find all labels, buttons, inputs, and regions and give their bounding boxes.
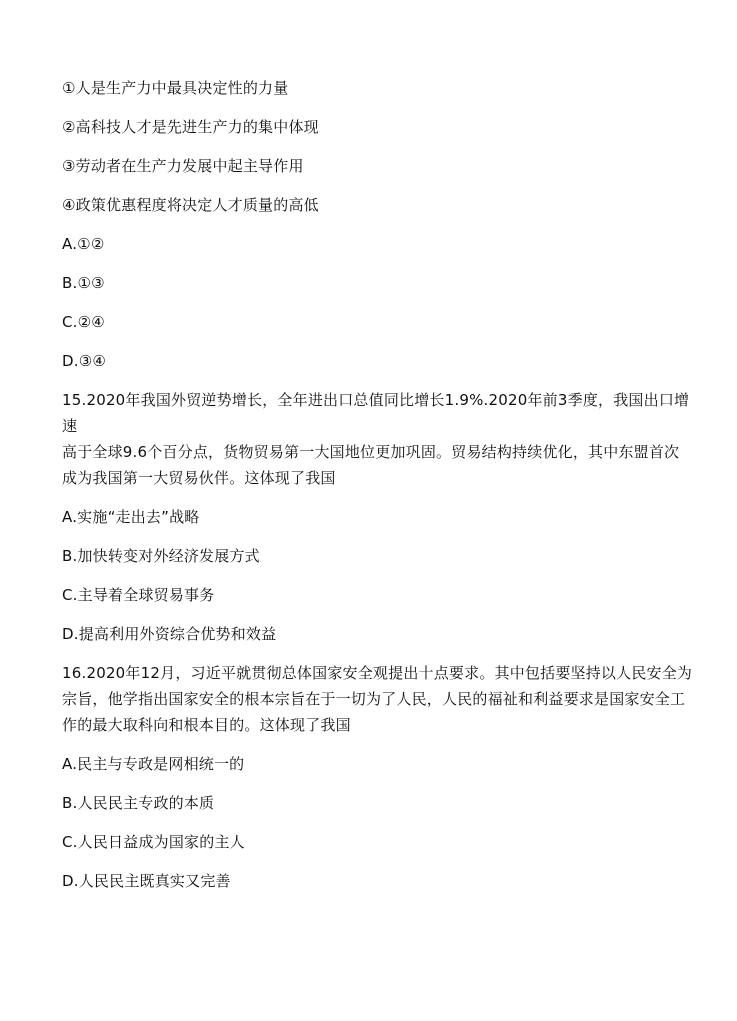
q16-stem-line-2: 宗旨，他学指出国家安全的根本宗旨在于一切为了人民，人民的福祉和利益要求是国家安全工 [62, 690, 686, 708]
statement-2: ②高科技人才是先进生产力的集中体现 [62, 118, 319, 136]
q16-option-c: C.人民日益成为国家的主人 [62, 833, 245, 851]
statement-1: ①人是生产力中最具决定性的力量 [62, 79, 289, 97]
q16-option-d: D.人民民主既真实又完善 [62, 872, 231, 890]
q15-option-b: B.加快转变对外经济发展方式 [62, 547, 260, 565]
prev-option-b: B.①③ [62, 274, 105, 292]
q15-option-d: D.提高利用外资综合优势和效益 [62, 625, 277, 643]
prev-option-a: A.①② [62, 235, 105, 253]
q16-stem-line-3: 作的最大取科向和根本目的。这体现了我国 [62, 716, 351, 734]
q16-option-b: B.人民民主专政的本质 [62, 794, 215, 812]
q15-stem-line-2: 高于全球9.6个百分点，货物贸易第一大国地位更加巩固。贸易结构持续优化，其中东盟首次 [62, 443, 680, 461]
prev-option-d: D.③④ [62, 352, 107, 370]
q15-option-a: A.实施“走出去”战略 [62, 508, 200, 526]
q16-stem-line-1: 16.2020年12月，习近平就贯彻总体国家安全观提出十点要求。其中包括要坚持以人民安全为 [62, 664, 693, 682]
q15-stem-line-3: 成为我国第一大贸易伙伴。这体现了我国 [62, 469, 336, 487]
prev-option-c: C.②④ [62, 313, 105, 331]
q15-option-c: C.主导着全球贸易事务 [62, 586, 215, 604]
statement-3: ③劳动者在生产力发展中起主导作用 [62, 157, 304, 175]
question-15-stem [62, 387, 702, 491]
statement-4: ④政策优惠程度将决定人才质量的高低 [62, 196, 319, 214]
question-16-stem [62, 660, 702, 738]
q16-option-a: A.民主与专政是网相统一的 [62, 755, 245, 773]
q15-stem-line-1: 15.2020年我国外贸逆势增长，全年进出口总值同比增长1.9%.2020年前3季度，我国出口增速 [62, 391, 690, 435]
document-content [62, 75, 702, 907]
